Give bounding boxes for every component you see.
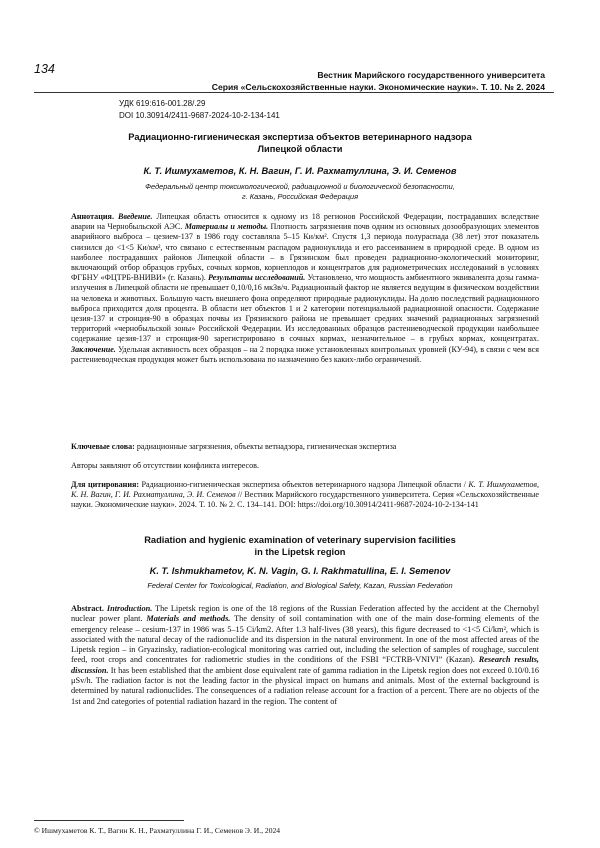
en-methods-label: Materials and methods. <box>146 614 231 624</box>
en-results-label: Research results, discussion. <box>71 655 539 675</box>
en-abstract <box>71 604 539 707</box>
ru-methods-label: Материалы и методы. <box>184 222 269 232</box>
footnote-rule <box>34 820 184 821</box>
ru-keywords-label: Ключевые слова: <box>71 442 135 451</box>
ru-keywords <box>71 442 539 452</box>
en-intro-label: Introduction. <box>106 604 153 613</box>
en-results-text: It has been established that the ambient dose equivalent rate of gamma radiation in the Lipetsk region does not exceed 0.10/0.16 μSv/h. The radiation factor is not the leading factor in the physical impact on humans and animals. Most of the external background is determined by natural radionuclides. The consequences of a radiation release account for a fraction of a percent. There are no objects of the 1st and 2nd categories of potential radiation hazard in the region. The content of <box>71 665 539 706</box>
journal-series: Серия «Сельскохозяйственные науки. Экономические науки». Т. 10. № 2. 2024 <box>211 81 545 92</box>
ru-abstract-label: Аннотация. <box>71 212 114 221</box>
ru-keywords-text: радиационные загрязнения, объекты ветнадзора, гигиеническая экспертиза <box>134 442 397 451</box>
en-abstract-label: Abstract. <box>71 604 104 613</box>
ru-citation <box>71 480 539 511</box>
ru-results-label: Результаты исследований. <box>207 273 306 283</box>
ru-methods-text: Плотность загрязнения почв одним из основных дозообразующих элементов аварийного выброса – цезием-137 в 1986 году составляла 5–15 Ки/км². Спустя 1,3 периода полураспада (38 лет) этот показатель снизился до <1<5 Ки/км², что связано с естественным распадом радионуклида и его рассеиванием в природной среде. В одном из наиболее пострадавших районов Липецкой области – в Грязинском был проведен радиационно-экологический мониторинг, включающий отбор образцов грубых, сочных кормов, корнеплодов и концентратов для радиометрических исследований в условиях ФГБНУ «ФЦТРБ-ВНИВИ» (г. Казань). <box>71 222 540 283</box>
ru-affiliation-line2: г. Казань, Российская Федерация <box>241 192 359 201</box>
ru-title-line1: Радиационно-гигиеническая экспертиза объектов ветеринарного надзора <box>128 132 472 142</box>
udk-code: УДК 619:616-001.28/.29 <box>119 99 206 108</box>
ru-citation-text1: Радиационно-гигиеническая экспертиза объектов ветеринарного надзора Липецкой области / <box>139 480 469 489</box>
copyright-notice: © Ишмухаметов К. Т., Вагин К. Н., Рахматуллина Г. И., Семенов Э. И., 2024 <box>34 826 281 835</box>
ru-citation-authors: К. Т. Ишмухаметов, К. Н. Вагин, Г. И. Рахматуллина, Э. И. Семенов <box>71 480 539 500</box>
ru-abstract <box>71 212 539 365</box>
ru-conclusion-label: Заключение. <box>71 344 116 354</box>
ru-intro-text: Липецкая область относится к одному из 18 регионов Российской Федерации, пострадавших вследствие аварии на Чернобыльской АЭС. <box>71 212 539 232</box>
ru-affiliation <box>60 182 540 202</box>
journal-header <box>75 70 545 93</box>
en-title <box>60 534 540 558</box>
ru-intro-label: Введение. <box>117 212 153 221</box>
doi: DOI 10.30914/2411-9687-2024-10-2-134-141 <box>119 111 280 120</box>
header-rule <box>34 92 554 93</box>
ru-conflict-statement: Авторы заявляют об отсутствии конфликта интересов. <box>71 461 260 470</box>
journal-title: Вестник Марийского государственного университета <box>317 70 545 80</box>
en-title-line2: in the Lipetsk region <box>254 547 346 557</box>
ru-authors: К. Т. Ишмухаметов, К. Н. Вагин, Г. И. Рахматуллина, Э. И. Семенов <box>143 166 457 176</box>
ru-title-line2: Липецкой области <box>257 144 343 154</box>
ru-affiliation-line1: Федеральный центр токсикологической, радиационной и биологической безопасности, <box>145 182 455 191</box>
en-title-line1: Radiation and hygienic examination of veterinary supervision facilities <box>144 535 456 545</box>
en-affiliation: Federal Center for Toxicological, Radiation, and Biological Safety, Kazan, Russian Federation <box>147 581 453 590</box>
ru-citation-text2: // Вестник Марийского государственного университета. Серия «Сельскохозяйственные науки. Экономические науки». 2024. Т. 10. № 2. С. 134–141. DOI: https://doi.org/10.30914/2411-9687-2024-10-2-134-141 <box>71 490 540 510</box>
ru-results-text: Установлено, что мощность амбиентного эквивалента дозы гамма-излучения в Липецкой области не превышает 0,10/0,16 мкЗв/ч. Радиационный фактор не является ведущим в физическом воздействии на человека и животных. Большую часть внешнего фона определяют природные радионуклиды. На долю последствий радиационного выброса приходится доля процента. В области нет объектов 1 и 2 категории потенциальной радиационной опасности. Содержание цезия-137 и стронция-90 в образцах почвы из Грязинского района не превышает средних значений радиационных загрязнений территорий «чернобыльской зоны» Российской Федерации. Из исследованных образцов растениеводческой продукции наибольшее содержание цезия-137 и стронция-90 зарегистрировано в сочных кормах, незначительное – в грубых кормах, концентратах. <box>71 273 539 344</box>
ru-citation-label: Для цитирования: <box>71 480 140 489</box>
ru-title <box>60 131 540 155</box>
ru-conclusion-text: Удельная активность всех образцов – на 2 порядка ниже установленных контрольных уровней (КУ-94), в связи с чем вся растениеводческая продукция может быть использована по назначению без каких-либо ограничений. <box>71 344 539 364</box>
en-authors: K. T. Ishmukhametov, K. N. Vagin, G. I. Rakhmatullina, E. I. Semenov <box>149 566 451 576</box>
en-intro-text: The Lipetsk region is one of the 18 regions of the Russian Federation affected by the accident at the Chernobyl nuclear power plant. <box>71 604 539 624</box>
en-methods-text: The density of soil contamination with one of the main dose-forming elements of the emergency release – cesium-137 in 1986 was 5–15 Ci/km2. After 1.3 half-lives (38 years), this figure decreased to <1<5 Ci/km², which is associated with the natural decay of the radionuclide and its dispersion in the natural environment. In one of the most affected areas of the Lipetsk region – in Gryazinsky, radiation-ecological monitoring was carried out, including the selection of samples of roughage, succulent feed, root crops and concentrates for radiometric studies in the conditions of the FSBI “FCTRB-VNIVI” (Kazan). <box>71 614 539 665</box>
page-number: 134 <box>34 62 55 76</box>
